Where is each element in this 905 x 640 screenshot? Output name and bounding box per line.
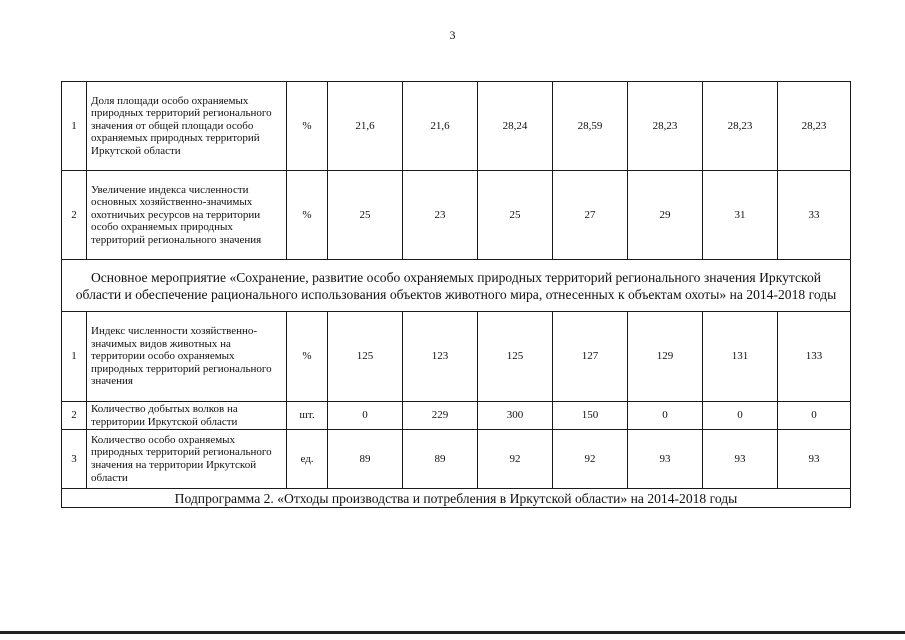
value-cell: 28,23 bbox=[778, 82, 851, 171]
value-cell: 93 bbox=[628, 430, 703, 489]
value-cell: 125 bbox=[328, 312, 403, 402]
unit-cell: ед. bbox=[287, 430, 328, 489]
unit-cell: % bbox=[287, 312, 328, 402]
value-cell: 28,24 bbox=[478, 82, 553, 171]
value-cell: 133 bbox=[778, 312, 851, 402]
indicator-description: Доля площади особо охраняемых природных территорий регионального значения от общей площади особо охраняемых природных территорий Иркутской области bbox=[87, 82, 287, 171]
value-cell: 229 bbox=[403, 402, 478, 430]
value-cell: 92 bbox=[553, 430, 628, 489]
row-number: 1 bbox=[62, 82, 87, 171]
value-cell: 31 bbox=[703, 171, 778, 260]
value-cell: 0 bbox=[778, 402, 851, 430]
section-header-row bbox=[62, 260, 851, 312]
value-cell: 29 bbox=[628, 171, 703, 260]
page-number: 3 bbox=[449, 28, 456, 42]
row-number: 2 bbox=[62, 402, 87, 430]
value-cell: 21,6 bbox=[403, 82, 478, 171]
indicator-description: Количество добытых волков на территории Иркутской области bbox=[87, 402, 287, 430]
table-row bbox=[62, 312, 851, 402]
value-cell: 28,23 bbox=[703, 82, 778, 171]
value-cell: 0 bbox=[328, 402, 403, 430]
value-cell: 89 bbox=[403, 430, 478, 489]
indicator-description: Индекс численности хозяйственно-значимых видов животных на территории особо охраняемых природных территорий регионального значения bbox=[87, 312, 287, 402]
value-cell: 0 bbox=[628, 402, 703, 430]
value-cell: 33 bbox=[778, 171, 851, 260]
indicator-description: Количество особо охраняемых природных территорий регионального значения на территории Иркутской области bbox=[87, 430, 287, 489]
value-cell: 28,23 bbox=[628, 82, 703, 171]
value-cell: 125 bbox=[478, 312, 553, 402]
value-cell: 25 bbox=[328, 171, 403, 260]
indicators-table bbox=[61, 81, 851, 508]
row-number: 3 bbox=[62, 430, 87, 489]
unit-cell: шт. bbox=[287, 402, 328, 430]
indicator-description: Увеличение индекса численности основных хозяйственно-значимых охотничьих ресурсов на территории особо охраняемых природных территорий регионального значения bbox=[87, 171, 287, 260]
table-row bbox=[62, 402, 851, 430]
value-cell: 93 bbox=[778, 430, 851, 489]
section-header: Подпрограмма 2. «Отходы производства и потребления в Иркутской области» на 2014-2018 годы bbox=[62, 489, 851, 508]
value-cell: 92 bbox=[478, 430, 553, 489]
unit-cell: % bbox=[287, 171, 328, 260]
value-cell: 89 bbox=[328, 430, 403, 489]
value-cell: 127 bbox=[553, 312, 628, 402]
value-cell: 0 bbox=[703, 402, 778, 430]
value-cell: 23 bbox=[403, 171, 478, 260]
value-cell: 150 bbox=[553, 402, 628, 430]
value-cell: 123 bbox=[403, 312, 478, 402]
scan-edge-line bbox=[0, 631, 905, 634]
section-header: Основное мероприятие «Сохранение, развитие особо охраняемых природных территорий регионального значения Иркутской области и обеспечение рационального использования объектов животного мира, отнесенных к объектам охоты» на 2014-2018 годы bbox=[62, 260, 851, 312]
table-row bbox=[62, 171, 851, 260]
value-cell: 28,59 bbox=[553, 82, 628, 171]
row-number: 1 bbox=[62, 312, 87, 402]
value-cell: 93 bbox=[703, 430, 778, 489]
value-cell: 300 bbox=[478, 402, 553, 430]
section-header-row bbox=[62, 489, 851, 508]
row-number: 2 bbox=[62, 171, 87, 260]
value-cell: 129 bbox=[628, 312, 703, 402]
value-cell: 131 bbox=[703, 312, 778, 402]
unit-cell: % bbox=[287, 82, 328, 171]
table-row bbox=[62, 82, 851, 171]
value-cell: 25 bbox=[478, 171, 553, 260]
value-cell: 21,6 bbox=[328, 82, 403, 171]
value-cell: 27 bbox=[553, 171, 628, 260]
table-row bbox=[62, 430, 851, 489]
